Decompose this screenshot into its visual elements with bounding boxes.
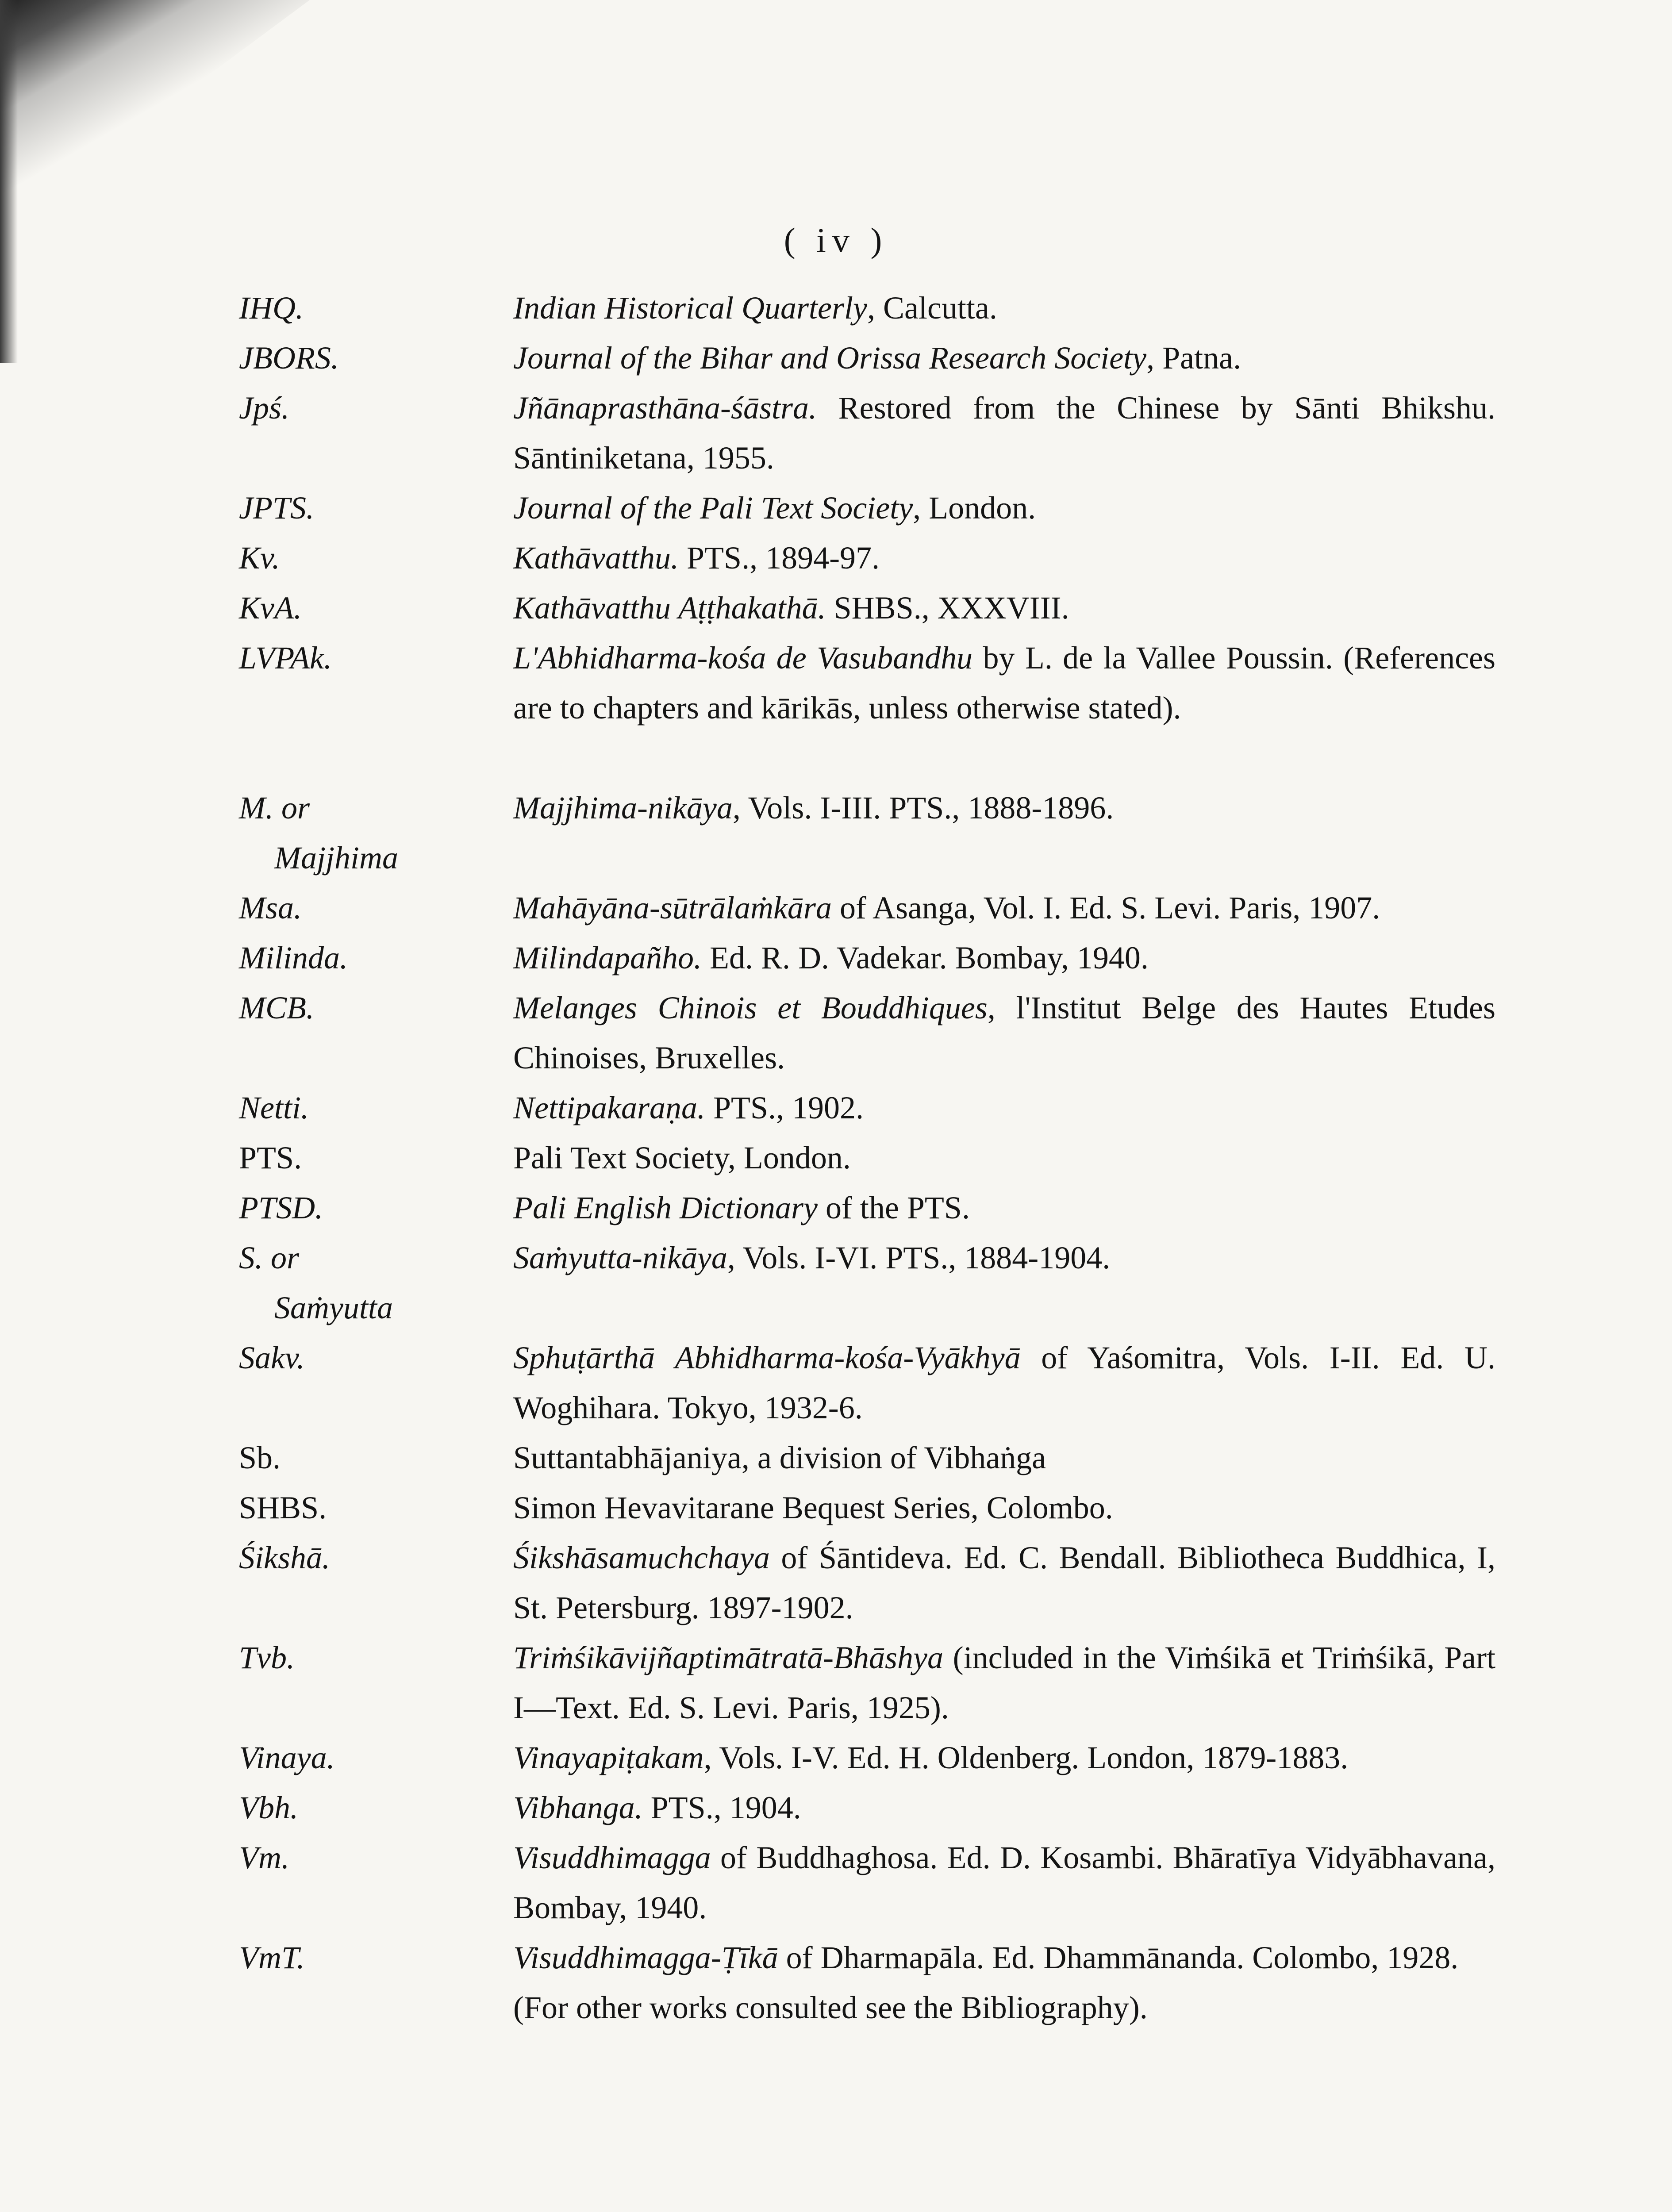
definition-text: (included in the Viṁśikā et Triṁśikā, Part I—Text. Ed. S. Levi. Paris, 1925). <box>513 1640 1495 1725</box>
abbreviation-entry <box>239 283 1495 333</box>
abbreviation-entry <box>239 533 1495 583</box>
abbreviation <box>239 1333 513 1433</box>
abbreviation-text: PTS. <box>239 1140 302 1175</box>
abbreviation <box>239 633 513 733</box>
abbreviation-text: M. or <box>239 790 310 826</box>
definition-text: , Vols. I-V. Ed. H. Oldenberg. London, 1879-1883. <box>703 1740 1349 1775</box>
abbreviation <box>239 1783 513 1833</box>
abbreviation <box>239 1533 513 1633</box>
page-number: ( iv ) <box>784 221 888 259</box>
definition-text: , Vols. I-VI. PTS., 1884-1904. <box>727 1240 1111 1275</box>
definition-text: of Asanga, Vol. I. Ed. S. Levi. Paris, 1907. <box>831 890 1380 926</box>
abbreviation-text: Vm. <box>239 1840 289 1875</box>
definition <box>513 1333 1495 1433</box>
work-title: Visuddhimagga-Ṭīkā <box>513 1940 778 1975</box>
work-title: Journal of the Pali Text Society <box>513 490 913 526</box>
scan-shadow-left <box>0 0 18 363</box>
abbreviation <box>239 333 513 383</box>
abbreviation-text: JPTS. <box>239 490 314 526</box>
abbreviation <box>239 583 513 633</box>
definition-text: of Śāntideva. Ed. C. Bendall. Bibliotheca Buddhica, I, St. Petersburg. 1897-1902. <box>513 1540 1495 1625</box>
abbreviation-text: IHQ. <box>239 290 304 326</box>
definition <box>513 1433 1495 1483</box>
abbreviation <box>239 933 513 983</box>
definition <box>513 933 1495 983</box>
scan-shadow-top <box>0 0 310 230</box>
abbreviation-text: Sakv. <box>239 1340 305 1375</box>
abbreviation <box>239 1483 513 1533</box>
definition-text: , l'Institut Belge des Hautes Etudes Chinoises, Bruxelles. <box>513 990 1495 1075</box>
abbreviation-text: Jpś. <box>239 390 289 426</box>
abbreviation-entry <box>239 883 1495 933</box>
definition <box>513 1783 1495 1833</box>
abbreviation-entry <box>239 1633 1495 1733</box>
abbreviation-entry <box>239 1833 1495 1933</box>
definition-text: PTS., 1894-97. <box>679 540 880 576</box>
abbreviations-list <box>239 283 1495 1983</box>
definition <box>513 383 1495 483</box>
abbreviation-entry <box>239 1183 1495 1233</box>
definition-text: , London. <box>913 490 1036 526</box>
abbreviation-entry <box>239 333 1495 383</box>
abbreviation-entry <box>239 633 1495 733</box>
abbreviation-text: Vbh. <box>239 1790 298 1825</box>
abbreviation-entry <box>239 1333 1495 1433</box>
definition <box>513 1183 1495 1233</box>
abbreviation-entry <box>239 1083 1495 1133</box>
work-title: Vinayapiṭakam <box>513 1740 704 1775</box>
abbreviation-text: MCB. <box>239 990 314 1025</box>
definition-text: of Buddhaghosa. Ed. D. Kosambi. Bhāratīya Vidyābhavana, Bombay, 1940. <box>513 1840 1495 1925</box>
abbreviation-text: Milinda. <box>239 940 348 975</box>
abbreviation-entry <box>239 1933 1495 1983</box>
work-title: Saṁyutta-nikāya <box>513 1240 727 1275</box>
definition-text: PTS., 1902. <box>705 1090 864 1125</box>
abbreviation <box>239 1733 513 1783</box>
definition <box>513 1733 1495 1783</box>
work-title: Kathāvatthu Aṭṭhakathā. <box>513 590 826 626</box>
definition-text: , Vols. I-III. PTS., 1888-1896. <box>732 790 1114 826</box>
abbreviation <box>239 1633 513 1733</box>
abbreviation-full: Saṁyutta <box>274 1290 393 1325</box>
work-title: Journal of the Bihar and Orissa Research Society <box>513 340 1147 376</box>
abbreviation <box>239 1833 513 1933</box>
work-title: Melanges Chinois et Bouddhiques <box>513 990 988 1025</box>
definition-text: Pali Text Society, London. <box>513 1140 851 1175</box>
definition <box>513 633 1495 733</box>
abbreviation-entry <box>239 1483 1495 1533</box>
definition <box>513 533 1495 583</box>
abbreviation <box>239 1083 513 1133</box>
definition-text: SHBS., XXXVIII. <box>826 590 1069 626</box>
abbreviation <box>239 983 513 1083</box>
work-title: Jñānaprasthāna-śāstra. <box>513 390 817 426</box>
work-title: Kathāvatthu. <box>513 540 679 576</box>
abbreviation <box>239 1183 513 1233</box>
abbreviation-text: LVPAk. <box>239 640 332 676</box>
work-title: Majjhima-nikāya <box>513 790 733 826</box>
abbreviation <box>239 1133 513 1183</box>
abbreviation-entry <box>239 1533 1495 1633</box>
definition <box>513 333 1495 383</box>
footer-note: (For other works consulted see the Bibliography). <box>513 1990 1148 2025</box>
abbreviation <box>239 533 513 583</box>
definition-text: Restored from the Chinese by Sānti Bhikshu. Sāntiniketana, 1955. <box>513 390 1495 476</box>
abbreviation-text: SHBS. <box>239 1490 327 1525</box>
definition-text: , Patna. <box>1146 340 1242 376</box>
abbreviation <box>239 383 513 483</box>
work-title: L'Abhidharma-kośa de Vasubandhu <box>513 640 973 676</box>
definition <box>513 1833 1495 1933</box>
abbreviation-text: Sb. <box>239 1440 281 1475</box>
definition <box>513 983 1495 1083</box>
abbreviation-full: Majjhima <box>274 840 398 876</box>
abbreviation-entry <box>239 1233 1495 1333</box>
abbreviation-text: Tvb. <box>239 1640 295 1675</box>
definition <box>513 583 1495 633</box>
definition <box>513 483 1495 533</box>
definition-text: by L. de la Vallee Poussin. (References are to chapters and kārikās, unless otherwise stated). <box>513 640 1495 726</box>
abbreviation-text: Kv. <box>239 540 280 576</box>
definition-text: Suttantabhājaniya, a division of Vibhaṅga <box>513 1440 1046 1475</box>
abbreviation-text: JBORS. <box>239 340 339 376</box>
abbreviation-entry <box>239 483 1495 533</box>
definition-text: of Yaśomitra, Vols. I-II. Ed. U. Woghihara. Tokyo, 1932-6. <box>513 1340 1495 1425</box>
definition-text: of Dharmapāla. Ed. Dhammānanda. Colombo, 1928. <box>778 1940 1459 1975</box>
abbreviation <box>239 1233 513 1333</box>
definition-text: Simon Hevavitarane Bequest Series, Colombo. <box>513 1490 1113 1525</box>
abbreviation-entry <box>239 1733 1495 1783</box>
definition <box>513 783 1495 883</box>
abbreviation-entry <box>239 983 1495 1083</box>
abbreviation <box>239 1433 513 1483</box>
work-title: Pali English Dictionary <box>513 1190 818 1225</box>
work-title: Sphuṭārthā Abhidharma-kośa-Vyākhyā <box>513 1340 1021 1375</box>
definition <box>513 1083 1495 1133</box>
abbreviation <box>239 883 513 933</box>
work-title: Milindapañho. <box>513 940 702 975</box>
abbreviation-text: Netti. <box>239 1090 309 1125</box>
definition-text: , Calcutta. <box>867 290 997 326</box>
abbreviation-entry <box>239 583 1495 633</box>
definition <box>513 1483 1495 1533</box>
abbreviation-text: S. or <box>239 1240 300 1275</box>
work-title: Visuddhimagga <box>513 1840 711 1875</box>
abbreviation <box>239 783 513 883</box>
abbreviation-text: Vinaya. <box>239 1740 335 1775</box>
abbreviation <box>239 1933 513 1983</box>
definition <box>513 883 1495 933</box>
definition-text: Ed. R. D. Vadekar. Bombay, 1940. <box>702 940 1149 975</box>
definition <box>513 1533 1495 1633</box>
definition <box>513 1133 1495 1183</box>
work-title: Indian Historical Quarterly <box>513 290 867 326</box>
definition <box>513 283 1495 333</box>
work-title: Nettipakaraṇa. <box>513 1090 705 1125</box>
definition <box>513 1933 1495 1983</box>
work-title: Śikshāsamuchchaya <box>513 1540 770 1575</box>
work-title: Vibhanga. <box>513 1790 643 1825</box>
abbreviation-entry <box>239 1433 1495 1483</box>
definition-text: of the PTS. <box>817 1190 970 1225</box>
abbreviation-text: Msa. <box>239 890 302 926</box>
work-title: Triṁśikāvijñaptimātratā-Bhāshya <box>513 1640 943 1675</box>
abbreviation-text: KvA. <box>239 590 302 626</box>
abbreviation-entry <box>239 933 1495 983</box>
work-title: Mahāyāna-sūtrālaṁkāra <box>513 890 832 926</box>
abbreviation-text: Śikshā. <box>239 1540 330 1575</box>
abbreviation <box>239 283 513 333</box>
abbreviation-entry <box>239 1133 1495 1183</box>
abbreviation-entry <box>239 1783 1495 1833</box>
definition-text: PTS., 1904. <box>642 1790 801 1825</box>
abbreviation-text: VmT. <box>239 1940 305 1975</box>
abbreviation-entry <box>239 383 1495 483</box>
abbreviation-text: PTSD. <box>239 1190 323 1225</box>
definition <box>513 1233 1495 1333</box>
abbreviation-entry <box>239 783 1495 883</box>
definition <box>513 1633 1495 1733</box>
abbreviation <box>239 483 513 533</box>
